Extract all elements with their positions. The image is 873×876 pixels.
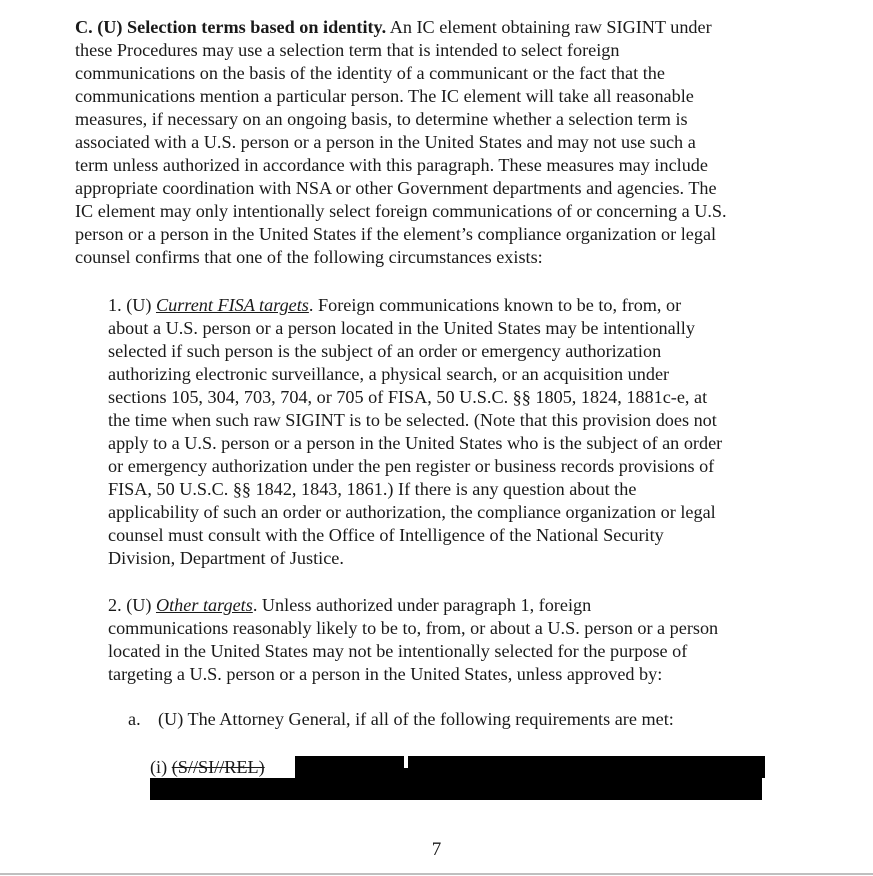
redaction-block (150, 778, 762, 800)
item-1-line: authorizing electronic surveillance, a physical search, or an acquisition under (108, 364, 670, 384)
item-1-prefix: 1. (U) (108, 295, 156, 315)
redaction-gap (404, 756, 408, 768)
page-bottom-edge (0, 873, 873, 875)
section-c-heading: C. (U) Selection terms based on identity. (75, 17, 387, 37)
item-1-line: applicability of such an order or authorization, the compliance organization or legal (108, 502, 716, 522)
item-2-title: Other targets (155, 595, 253, 615)
item-2-line: communications reasonably likely to be to, from, or about a U.S. person or a person (108, 618, 719, 638)
item-1-title: Current FISA targets (155, 295, 309, 315)
page-number: 7 (431, 839, 442, 860)
item-1-line: Division, Department of Justice. (108, 548, 344, 568)
section-c-line: these Procedures may use a selection term that is intended to select foreign (75, 40, 620, 60)
section-c-line: appropriate coordination with NSA or other Government departments and agencies. The (75, 178, 717, 198)
section-c-line: communications on the basis of the identity of a communicant or the fact that the (75, 63, 665, 83)
section-c-line-1 (75, 16, 805, 39)
section-c-line: associated with a U.S. person or a person in the United States and may not use such a (75, 132, 696, 152)
item-1-first-line (108, 294, 798, 317)
section-c-line: term unless authorized in accordance with this paragraph. These measures may include (75, 155, 708, 175)
item-a-line (128, 708, 674, 731)
item-i-label: (i) (150, 757, 168, 777)
item-a-letter: a. (128, 709, 141, 729)
item-1-paragraph (108, 294, 798, 570)
item-1-line: or emergency authorization under the pen register or business records provisions of (108, 456, 715, 476)
section-c-line: communications mention a particular person. The IC element will take all reasonable (75, 86, 694, 106)
item-2-first-line (108, 594, 798, 617)
item-2-paragraph (108, 594, 798, 686)
item-1-line: apply to a U.S. person or a person in the United States who is the subject of an order (108, 433, 723, 453)
item-2-line: targeting a U.S. person or a person in the United States, unless approved by: (108, 664, 663, 684)
item-1-line: selected if such person is the subject of an order or emergency authorization (108, 341, 662, 361)
item-2-first-line-rest: . Unless authorized under paragraph 1, foreign (252, 595, 592, 615)
section-c-line: person or a person in the United States if the element’s compliance organization or legal (75, 224, 717, 244)
item-1-line: the time when such raw SIGINT is to be selected. (Note that this provision does not (108, 410, 717, 430)
classification-marking: (S//SI//REL) (171, 757, 265, 777)
item-1-line: sections 105, 304, 703, 704, or 705 of FISA, 50 U.S.C. §§ 1805, 1824, 1881c-e, at (108, 387, 708, 407)
item-2-line: located in the United States may not be intentionally selected for the purpose of (108, 641, 688, 661)
section-c-line: IC element may only intentionally select foreign communications of or concerning a U.S. (75, 201, 727, 221)
redaction-block (295, 756, 765, 778)
item-1-line: about a U.S. person or a person located in the United States may be intentionally (108, 318, 695, 338)
section-c-line: counsel confirms that one of the following circumstances exists: (75, 247, 543, 267)
section-c-line-1-text: An IC element obtaining raw SIGINT under (386, 17, 712, 37)
item-i-line (150, 756, 265, 779)
item-a-text: (U) The Attorney General, if all of the following requirements are met: (158, 709, 674, 729)
section-c-line: measures, if necessary on an ongoing basis, to determine whether a selection term is (75, 109, 688, 129)
item-1-line: counsel must consult with the Office of Intelligence of the National Security (108, 525, 664, 545)
item-2-prefix: 2. (U) (108, 595, 156, 615)
item-1-line: FISA, 50 U.S.C. §§ 1842, 1843, 1861.) If there is any question about the (108, 479, 637, 499)
section-c-paragraph (75, 16, 805, 269)
item-1-first-line-rest: . Foreign communications known to be to, from, or (308, 295, 682, 315)
